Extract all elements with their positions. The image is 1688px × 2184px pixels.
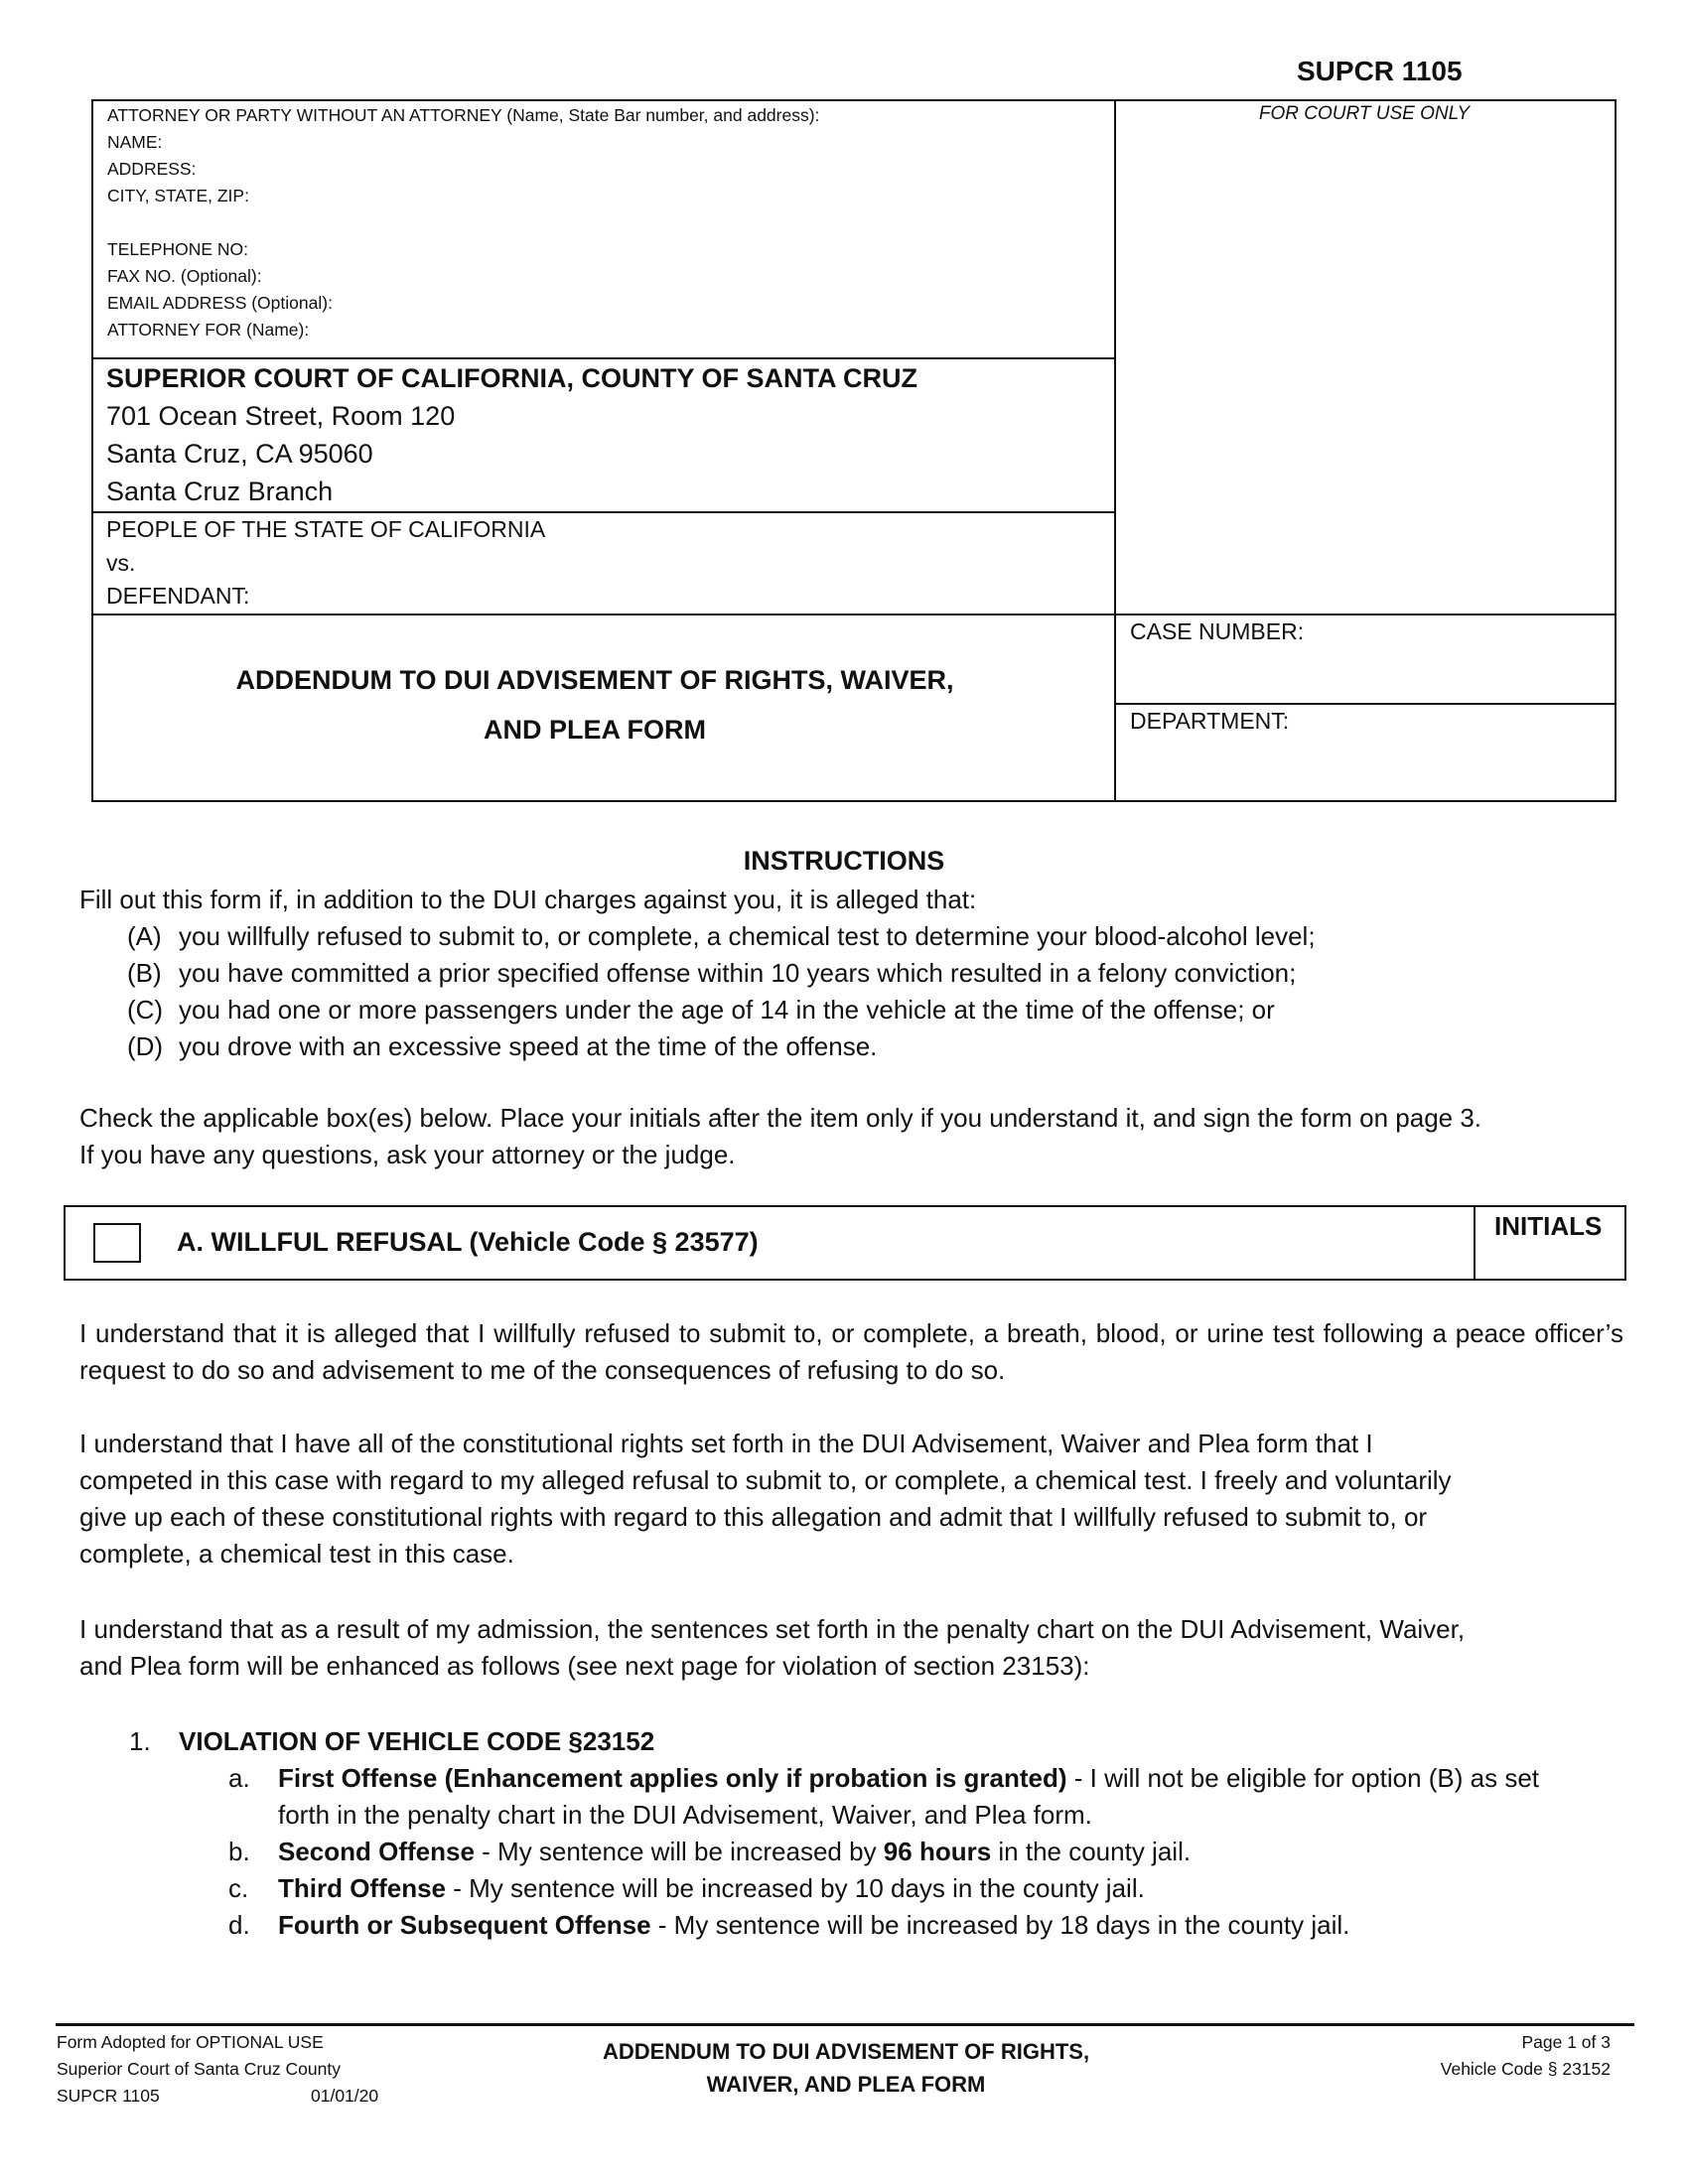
instruction-marker: (D) bbox=[127, 1031, 164, 1061]
caption-people: PEOPLE OF THE STATE OF CALIFORNIA bbox=[106, 516, 546, 542]
instruction-text: you had one or more passengers under the age of 14 in the vehicle at the time of the offense; or bbox=[179, 995, 1275, 1024]
footer-adopted: Form Adopted for OPTIONAL USE bbox=[57, 2032, 324, 2052]
attorney-header: ATTORNEY OR PARTY WITHOUT AN ATTORNEY (Name, State Bar number, and address): bbox=[107, 105, 820, 125]
check-instructions-line-2: If you have any questions, ask your attorney or the judge. bbox=[79, 1140, 736, 1169]
footer-code-row bbox=[57, 2083, 378, 2110]
sub-item-emphasis: 96 hours bbox=[883, 1837, 992, 1866]
sub-item-bold: Third Offense bbox=[278, 1873, 447, 1903]
footer-divider bbox=[56, 2023, 1634, 2026]
instruction-text: you drove with an excessive speed at the time of the offense. bbox=[179, 1031, 878, 1061]
section-a-checkbox[interactable] bbox=[93, 1223, 141, 1263]
footer-form-code: SUPCR 1105 bbox=[57, 2086, 160, 2106]
footer-title bbox=[588, 2035, 1104, 2101]
court-name: SUPERIOR COURT OF CALIFORNIA, COUNTY OF SANTA CRUZ bbox=[106, 363, 917, 393]
paragraph-line: complete, a chemical test in this case. bbox=[79, 1539, 514, 1569]
footer-date: 01/01/20 bbox=[311, 2086, 379, 2106]
instructions-heading: INSTRUCTIONS bbox=[743, 846, 945, 876]
section-a-paragraph-1: I understand that it is alleged that I willfully refused to submit to, or complete, a breath, blood, or urine test following a peace officer’s request to do so and advisement to me of the consequences of refusing to do so. bbox=[79, 1318, 1623, 1385]
violation-heading: VIOLATION OF VEHICLE CODE §23152 bbox=[179, 1726, 655, 1756]
footer-vehicle-code: Vehicle Code § 23152 bbox=[1440, 2059, 1611, 2079]
violation-number: 1. bbox=[129, 1726, 151, 1756]
department-label[interactable]: DEPARTMENT: bbox=[1130, 708, 1290, 734]
footer-right bbox=[1253, 2029, 1611, 2083]
sub-item-marker: c. bbox=[228, 1873, 249, 1903]
section-a-paragraph-3 bbox=[79, 1611, 1465, 1685]
sub-item-marker: b. bbox=[228, 1837, 250, 1866]
form-title-line-1: ADDENDUM TO DUI ADVISEMENT OF RIGHTS, WAIVER, bbox=[235, 665, 954, 695]
attorney-address-field[interactable]: ADDRESS: bbox=[107, 159, 197, 179]
instructions-intro: Fill out this form if, in addition to the DUI charges against you, it is alleged that: bbox=[79, 885, 977, 914]
sub-item-marker: d. bbox=[228, 1910, 250, 1940]
court-use-label: FOR COURT USE ONLY bbox=[1258, 103, 1471, 124]
form-title bbox=[93, 655, 1096, 754]
instruction-text: you have committed a prior specified offense within 10 years which resulted in a felony conviction; bbox=[179, 958, 1297, 988]
check-instructions-line-1: Check the applicable box(es) below. Place your initials after the item only if you understand it, and sign the form on page 3. bbox=[79, 1103, 1482, 1133]
instruction-marker: (A) bbox=[127, 921, 162, 951]
footer-left bbox=[57, 2029, 378, 2110]
instruction-item-d bbox=[127, 1028, 877, 1065]
sub-item-bold: Second Offense bbox=[278, 1837, 475, 1866]
sub-item-c bbox=[228, 1870, 1145, 1907]
instruction-item-b bbox=[127, 955, 1296, 992]
sub-item-a-continuation: forth in the penalty chart in the DUI Advisement, Waiver, and Plea form. bbox=[278, 1800, 1092, 1830]
caption-defendant[interactable]: DEFENDANT: bbox=[106, 583, 250, 609]
sub-item-a bbox=[228, 1760, 1539, 1797]
attorney-city-field[interactable]: CITY, STATE, ZIP: bbox=[107, 186, 249, 205]
paragraph-line: competed in this case with regard to my alleged refusal to submit to, or complete, a chemical test. I freely and voluntarily bbox=[79, 1465, 1452, 1495]
sub-item-bold: First Offense (Enhancement applies only if probation is granted) bbox=[278, 1763, 1067, 1793]
attorney-fax-field[interactable]: FAX NO. (Optional): bbox=[107, 266, 262, 286]
court-address-line-1: 701 Ocean Street, Room 120 bbox=[106, 401, 456, 431]
instruction-text: you willfully refused to submit to, or complete, a chemical test to determine your blood-alcohol level; bbox=[179, 921, 1316, 951]
initials-label[interactable]: INITIALS bbox=[1494, 1211, 1603, 1241]
paragraph-line: give up each of these constitutional rights with regard to this allegation and admit that I willfully refused to submit to, or bbox=[79, 1502, 1428, 1532]
footer-page-number: Page 1 of 3 bbox=[1521, 2032, 1611, 2052]
form-title-line-2: AND PLEA FORM bbox=[484, 715, 706, 745]
attorney-name-field[interactable]: NAME: bbox=[107, 132, 163, 152]
instruction-item-a bbox=[127, 918, 1316, 955]
sub-item-d bbox=[228, 1907, 1349, 1944]
paragraph-line: I understand that I have all of the constitutional rights set forth in the DUI Advisement, Waiver and Plea form that I bbox=[79, 1429, 1373, 1458]
sub-item-b bbox=[228, 1834, 1191, 1870]
court-branch: Santa Cruz Branch bbox=[106, 477, 334, 506]
attorney-email-field[interactable]: EMAIL ADDRESS (Optional): bbox=[107, 293, 333, 313]
sub-item-text: - My sentence will be increased by 10 days in the county jail. bbox=[446, 1873, 1145, 1903]
court-address-line-2: Santa Cruz, CA 95060 bbox=[106, 439, 373, 469]
case-number-label[interactable]: CASE NUMBER: bbox=[1130, 618, 1305, 644]
instruction-marker: (B) bbox=[127, 958, 162, 988]
attorney-for-field[interactable]: ATTORNEY FOR (Name): bbox=[107, 320, 310, 340]
form-id: SUPCR 1105 bbox=[1297, 56, 1463, 86]
sub-item-text-end: in the county jail. bbox=[991, 1837, 1192, 1866]
footer-title-line-2: WAIVER, AND PLEA FORM bbox=[706, 2072, 986, 2097]
caption-vs: vs. bbox=[106, 550, 136, 576]
sub-item-text: - My sentence will be increased by bbox=[474, 1837, 884, 1866]
section-a-title: A. WILLFUL REFUSAL (Vehicle Code § 23577) bbox=[177, 1227, 759, 1257]
sub-item-text: - My sentence will be increased by 18 days in the county jail. bbox=[650, 1910, 1350, 1940]
footer-title-line-1: ADDENDUM TO DUI ADVISEMENT OF RIGHTS, bbox=[602, 2039, 1090, 2064]
sub-item-marker: a. bbox=[228, 1763, 250, 1793]
section-a-paragraph-2 bbox=[79, 1426, 1452, 1572]
attorney-telephone-field[interactable]: TELEPHONE NO: bbox=[107, 239, 248, 259]
footer-court: Superior Court of Santa Cruz County bbox=[57, 2059, 341, 2079]
sub-item-bold: Fourth or Subsequent Offense bbox=[278, 1910, 651, 1940]
instruction-item-c bbox=[127, 992, 1275, 1028]
paragraph-line: and Plea form will be enhanced as follows (see next page for violation of section 23153): bbox=[79, 1651, 1090, 1681]
attorney-block bbox=[107, 102, 819, 343]
sub-item-text: - I will not be eligible for option (B) as set bbox=[1066, 1763, 1540, 1793]
instruction-marker: (C) bbox=[127, 995, 164, 1024]
paragraph-line: I understand that as a result of my admission, the sentences set forth in the penalty chart on the DUI Advisement, Waiver, bbox=[79, 1614, 1466, 1644]
